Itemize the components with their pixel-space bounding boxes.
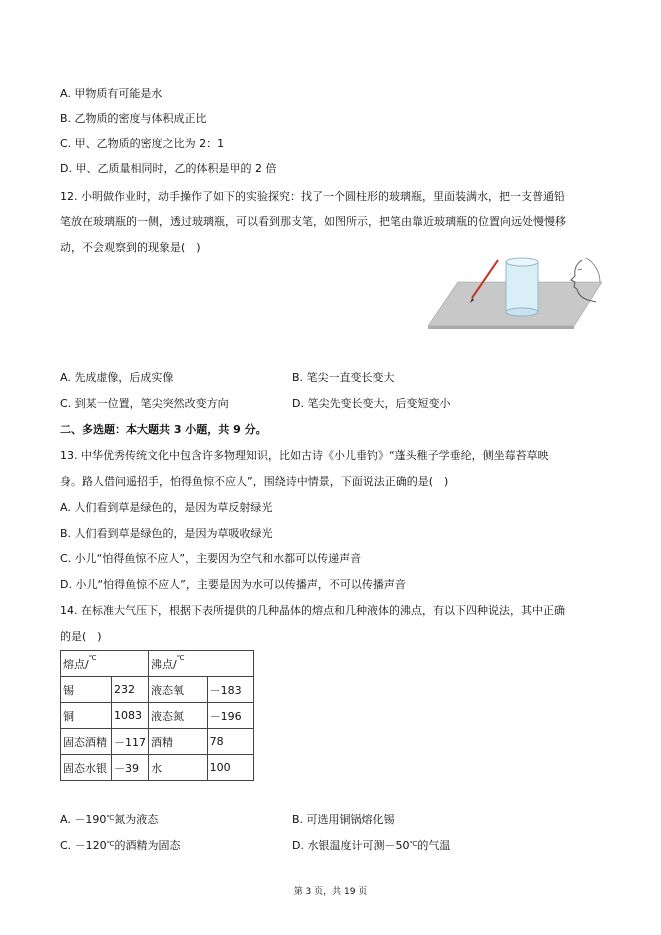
cell-crystal: 固态水银	[61, 755, 112, 781]
q13-option-c: C. 小儿“怕得鱼惊不应人”，主要因为空气和水都可以传递声音	[60, 552, 362, 565]
q12-option-a: A. 先成虚像，后成实像	[60, 371, 174, 384]
q14-option-b: B. 可选用铜锅熔化锡	[292, 813, 395, 826]
q14-option-a: A. －190℃氮为液态	[60, 813, 159, 826]
q12-option-b: B. 笔尖一直变长变大	[292, 371, 395, 384]
cell-boiling-value: 100	[207, 755, 253, 781]
cell-liquid: 液态氧	[149, 677, 208, 703]
q11-option-a: A. 甲物质有可能是水	[60, 87, 163, 100]
cell-melting-value: 232	[112, 677, 149, 703]
q13-stem-line2: 身。路人借问遥招手，怕得鱼惊不应人”，围绕诗中情景，下面说法正确的是( )	[60, 475, 449, 488]
cell-liquid: 液态氮	[149, 703, 208, 729]
q12-stem-line2: 笔放在玻璃瓶的一侧，透过玻璃瓶，可以看到那支笔，如图所示，把笔由靠近玻璃瓶的位置向远处慢慢移	[60, 215, 566, 228]
q11-option-b: B. 乙物质的密度与体积成正比	[60, 112, 207, 125]
q12-option-c: C. 到某一位置，笔尖突然改变方向	[60, 397, 229, 410]
q13-stem-line1: 13. 中华优秀传统文化中包含许多物理知识，比如古诗《小儿垂钓》“蓬头稚子学垂纶，侧坐莓苔草映	[60, 449, 549, 462]
q13-option-d: D. 小儿“怕得鱼惊不应人”，主要是因为水可以传播声，不可以传播声音	[60, 578, 406, 591]
table-row	[61, 755, 254, 781]
cell-melting-value: －39	[112, 755, 149, 781]
cell-liquid: 酒精	[149, 729, 208, 755]
table-row	[61, 677, 254, 703]
q14-option-c: C. －120℃的酒精为固态	[60, 839, 181, 852]
q14-stem-line1: 14. 在标准大气压下，根据下表所提供的几种晶体的熔点和几种液体的沸点，有以下四种说法，其中正确	[60, 604, 565, 617]
q14-option-d: D. 水银温度计可测－50℃的气温	[292, 839, 451, 852]
q13-option-b: B. 人们看到草是绿色的，是因为草吸收绿光	[60, 527, 273, 540]
header-boiling-point: 沸点/℃	[149, 651, 254, 677]
cell-melting-value: 1083	[112, 703, 149, 729]
q12-stem-line3: 动，不会观察到的现象是( )	[60, 241, 201, 254]
cell-crystal: 铜	[61, 703, 112, 729]
cell-crystal: 锡	[61, 677, 112, 703]
q14-stem-line2: 的是( )	[60, 630, 102, 643]
cell-crystal: 固态酒精	[61, 729, 112, 755]
section-heading-multiple-choice: 二、多选题：本大题共 3 小题，共 9 分。	[60, 423, 267, 436]
q13-option-a: A. 人们看到草是绿色的，是因为草反射绿光	[60, 501, 273, 514]
cell-boiling-value: －196	[207, 703, 253, 729]
header-melting-point: 熔点/℃	[61, 651, 149, 677]
table-header-row	[61, 651, 254, 677]
q11-option-c: C. 甲、乙物质的密度之比为 2：1	[60, 137, 225, 150]
cell-melting-value: －117	[112, 729, 149, 755]
q12-stem-line1: 12. 小明做作业时，动手操作了如下的实验探究：找了一个圆柱形的玻璃瓶，里面装满水，把一支普通铅	[60, 190, 565, 203]
cell-boiling-value: －183	[207, 677, 253, 703]
q11-option-d: D. 甲、乙质量相同时，乙的体积是甲的 2 倍	[60, 162, 277, 175]
table-row	[61, 729, 254, 755]
cell-liquid: 水	[149, 755, 208, 781]
cell-boiling-value: 78	[207, 729, 253, 755]
q12-option-d: D. 笔尖先变长变大，后变短变小	[292, 397, 451, 410]
page-footer: 第 3 页，共 19 页	[293, 887, 368, 897]
melting-boiling-point-table	[60, 650, 254, 781]
table-row	[61, 703, 254, 729]
pencil-bottle-figure	[428, 254, 602, 336]
